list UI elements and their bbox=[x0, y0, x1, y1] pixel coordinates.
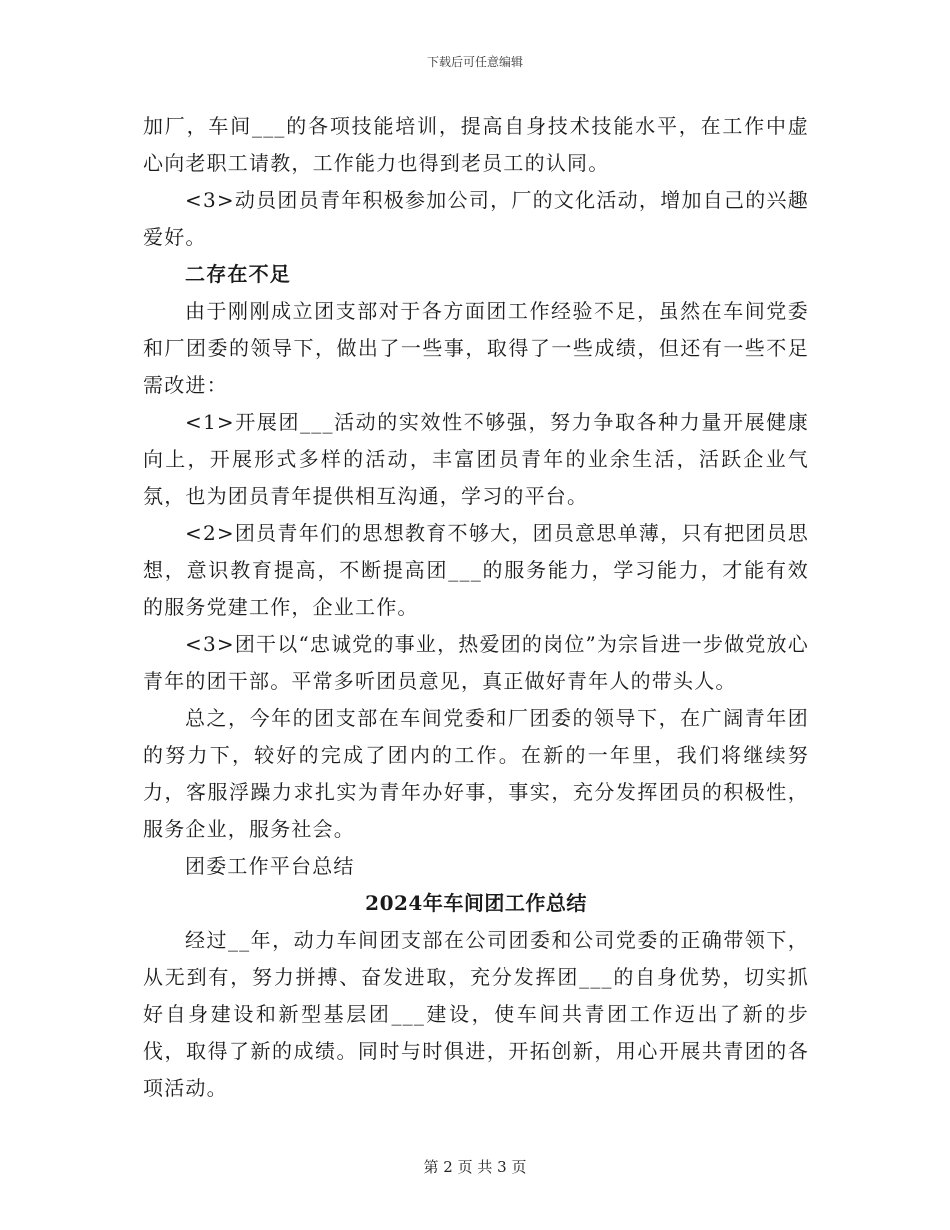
section-label: 团委工作平台总结 bbox=[185, 854, 355, 878]
paragraph-conclusion: 总之，今年的团支部在车间党委和厂团委的领导下，在广阔青年团的努力下，较好的完成了团内的工作。在新的一年里，我们将继续努力，客服浮躁力求扎实为青年办好事，事实，充分发挥团员的积极性，服务企业，服务社会。 bbox=[143, 706, 809, 841]
page-header: 下载后可任意编辑 bbox=[426, 55, 523, 69]
section-heading-shortcomings: 二存在不足 bbox=[185, 262, 291, 286]
paragraph-shortcomings-intro: 由于刚刚成立团支部对于各方面团工作经验不足，虽然在车间党委和厂团委的领导下，做出了一些事，取得了一些成绩，但还有一些不足需改进： bbox=[143, 299, 809, 397]
page-footer: 第 2 页 共 3 页 bbox=[423, 1158, 527, 1176]
paragraph-shortcoming-3: <3>团干以“忠诚党的事业，热爱团的岗位”为宗旨进一步做党放心青年的团干部。平常多听团员意见，真正做好青年人的带头人。 bbox=[143, 632, 809, 693]
paragraph-shortcoming-2: <2>团员青年们的思想教育不够大，团员意思单薄，只有把团员思想，意识教育提高，不断提高团___的服务能力，学习能力，才能有效的服务党建工作，企业工作。 bbox=[143, 521, 809, 619]
document-title: 2024年车间团工作总结 bbox=[365, 891, 587, 915]
document-body bbox=[143, 108, 809, 1107]
paragraph-continuation: 加厂，车间___的各项技能培训，提高自身技术技能水平，在工作中虚心向老职工请教，工作能力也得到老员工的认同。 bbox=[143, 114, 809, 175]
paragraph-intro: 经过__年，动力车间团支部在公司团委和公司党委的正确带领下，从无到有，努力拼搏、奋发进取，充分发挥团___的自身优势，切实抓好自身建设和新型基层团___建设，使车间共青团工作迈出了新的步伐，取得了新的成绩。同时与时俱进，开拓创新，用心开展共青团的各项活动。 bbox=[143, 928, 809, 1100]
paragraph-item-3: <3>动员团员青年积极参加公司，厂的文化活动，增加自己的兴趣爱好。 bbox=[143, 188, 809, 249]
paragraph-shortcoming-1: <1>开展团___活动的实效性不够强，努力争取各种力量开展健康向上，开展形式多样的活动，丰富团员青年的业余生活，活跃企业气氛，也为团员青年提供相互沟通，学习的平台。 bbox=[143, 410, 809, 508]
